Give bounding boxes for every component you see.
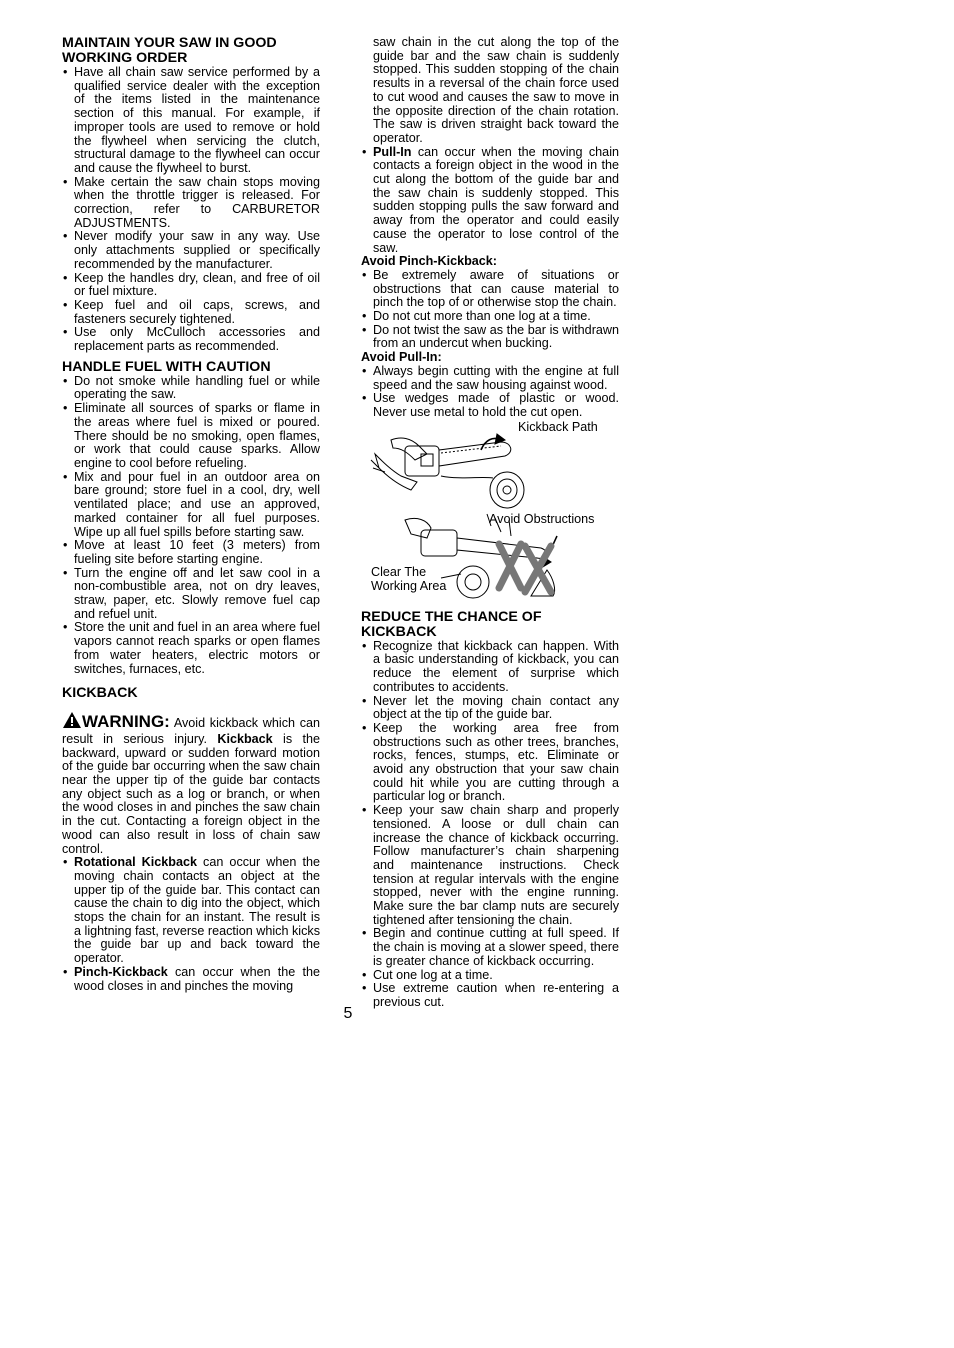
avoid-pullin-list (361, 365, 619, 420)
pinch-text: can occur when the the wood closes in and pinches the moving (74, 964, 320, 993)
list-item (62, 856, 320, 966)
kickback-path-illustration (361, 420, 619, 512)
page-number: 5 (343, 1005, 353, 1022)
list-item: • Keep fuel and oil caps, screws, and fasteners securely tightened. (62, 299, 320, 326)
kickback-path-label: Kickback Path (518, 419, 598, 434)
list-item: • Keep your saw chain sharp and properly tensioned. A loose or dull chain can increase the chance of kickback occurring. Follow manufacturer’s chain sharpening and maintenance instructions. Check tension at regular intervals with the engine stopped, never with the engine running. Make sure the bar clamp nuts are securely tightened after tensioning the chain. (361, 804, 619, 927)
list-item: • Keep the handles dry, clean, and free of oil or fuel mixture. (62, 272, 320, 299)
kickback-definition: is the backward, upward or sudden forward motion of the guide bar occurring when the saw chain near the upper tip of the guide bar contacts any object such as a log or branch, or when the wood closes in and pinches the saw chain in the cut. Contacting a foreign object in the wood can also result in loss of chain saw control. (62, 731, 320, 856)
list-item: • Turn the engine off and let saw cool in a non-combustible area, not on dry leaves, straw, paper, etc. Slowly remove fuel cap and refuel unit. (62, 567, 320, 622)
list-item: • Eliminate all sources of sparks or flame in the areas where fuel is mixed or poured. There should be no smoking, open flames, or work that could cause sparks. Allow engine to cool before refueling. (62, 402, 320, 471)
list-item: • Have all chain saw service performed by a qualified service dealer with the exception of the items listed in the maintenance section of this manual. For example, if improper tools are used to remove or hold the flywheel when servicing the clutch, structural damage to the flywheel can occur and cause the flywheel to burst. (62, 66, 320, 176)
list-item: • Use wedges made of plastic or wood. Never use metal to hold the cut open. (361, 392, 619, 419)
warning-label: WARNING: (82, 712, 170, 732)
pinch-continuation: saw chain in the cut along the top of the guide bar and the saw chain is suddenly stopped. This sudden stopping of the chain results in a reversal of the chain force used to cut wood and causes the saw to move in the opposite direction of the chain rotation. The saw is driven straight back toward the operator. (373, 35, 619, 145)
list-item: • Never let the moving chain contact any object at the tip of the guide bar. (361, 695, 619, 722)
list-item: • Do not twist the saw as the bar is withdrawn from an undercut when bucking. (361, 324, 619, 351)
kickback-types-list (62, 856, 320, 993)
clear-working-area-label-2: Working Area (371, 578, 447, 593)
avoid-pinch-heading: Avoid Pinch-Kickback: (361, 254, 497, 269)
maintain-list (62, 66, 320, 354)
list-item (62, 966, 320, 993)
reduce-heading: REDUCE THE CHANCE OF KICKBACK (361, 608, 542, 640)
list-item: • Use extreme caution when re-entering a previous cut. (361, 982, 619, 1009)
kickback-path-figure (361, 420, 619, 512)
list-item: • Begin and continue cutting at full speed. If the chain is moving at a slower speed, there is greater chance of kickback occurring. (361, 927, 619, 968)
list-item: • Do not cut more than one log at a time. (361, 310, 619, 324)
avoid-pinch-list (361, 269, 619, 351)
pullin-text: can occur when the moving chain contacts a foreign object in the wood in the cut along the bottom of the guide bar and the saw chain is suddenly stopped. This sudden stopping pulls the saw forward and away from the operator and could easily cause the operator to lose control of the saw. (373, 144, 619, 255)
fuel-list (62, 375, 320, 676)
warning-paragraph (62, 711, 320, 856)
kickback-heading: KICKBACK (62, 685, 138, 702)
warning-triangle-icon (62, 711, 82, 733)
list-item: • Use only McCulloch accessories and replacement parts as recommended. (62, 326, 320, 353)
avoid-obstructions-label: Avoid Obstructions (489, 511, 595, 526)
pullin-list (361, 146, 619, 256)
list-item: • Move at least 10 feet (3 meters) from fueling site before starting engine. (62, 539, 320, 566)
list-item: • Always begin cutting with the engine at full speed and the saw housing against wood. (361, 365, 619, 392)
list-item: • Keep the working area free from obstructions such as other trees, branches, rocks, fences, stumps, etc. Eliminate or avoid any obstruction that your saw chain could hit while you are cutting through a particular log or branch. (361, 722, 619, 804)
list-item: • Do not smoke while handling fuel or while operating the saw. (62, 375, 320, 402)
list-item: • Be extremely aware of situations or obstructions that can cause material to pinch the top of or otherwise stop the chain. (361, 269, 619, 310)
pullin-term: Pull-In (373, 144, 412, 159)
list-item: • Cut one log at a time. (361, 969, 619, 983)
avoid-pullin-heading: Avoid Pull-In: (361, 350, 442, 365)
avoid-obstructions-figure (361, 512, 619, 610)
maintain-heading: MAINTAIN YOUR SAW IN GOOD WORKING ORDER (62, 35, 277, 66)
list-item: • Make certain the saw chain stops moving when the throttle trigger is released. For correction, refer to CARBURETOR ADJUSTMENTS. (62, 176, 320, 231)
fuel-heading: HANDLE FUEL WITH CAUTION (62, 358, 271, 375)
list-item: • Mix and pour fuel in an outdoor area on bare ground; store fuel in a cool, dry, well ventilated place; and use an approved, marked container for all fuel purposes. Wipe up all fuel spills before starting saw. (62, 471, 320, 540)
clear-working-area-label-1: Clear The (371, 564, 427, 579)
rotational-text: can occur when the moving chain contacts an object at the upper tip of the guide bar. This contact can cause the chain to dig into the object, which stops the chain for an instant. The result is a lightning fast, reverse reaction which kicks the guide bar up and back toward the operator. (74, 855, 321, 966)
list-item: • Recognize that kickback can happen. With a basic understanding of kickback, you can reduce the element of surprise which contributes to accidents. (361, 640, 619, 695)
reduce-list (361, 640, 619, 1010)
left-column (62, 36, 320, 993)
rotational-term: Rotational Kickback (74, 855, 197, 870)
warning-text: Avoid kickback which can result in serious injury. (62, 716, 320, 746)
list-item: • Store the unit and fuel in an area where fuel vapors cannot reach sparks or open flames from water heaters, electric motors or switches, furnaces, etc. (62, 621, 320, 676)
avoid-obstructions-illustration (361, 512, 619, 610)
kickback-term: Kickback (217, 731, 273, 746)
list-item (361, 146, 619, 256)
pinch-term: Pinch-Kickback (74, 964, 168, 979)
list-item: • Never modify your saw in any way. Use only attachments supplied or specifically recommended by the manufacturer. (62, 230, 320, 271)
right-column (361, 36, 619, 1010)
